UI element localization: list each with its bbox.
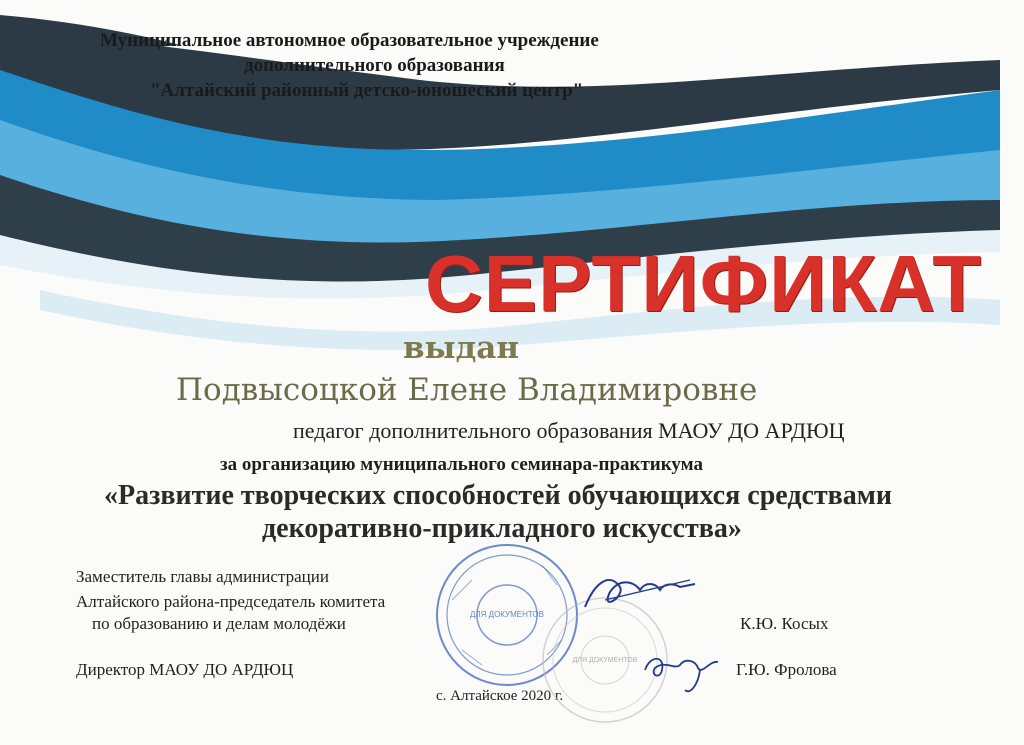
place-and-year: с. Алтайское 2020 г.	[436, 688, 564, 704]
organization-line-3: "Алтайский районный детско-юношеский центр"	[150, 80, 584, 101]
signatory-1-title-line-3: по образованию и делам молодёжи	[92, 614, 346, 633]
recipient-position: педагог дополнительного образования МАОУ ДО АРДЮЦ	[293, 418, 845, 443]
issued-label: выдан	[403, 330, 520, 366]
signature-1-icon	[580, 562, 700, 622]
stamp-1-center-text: ДЛЯ ДОКУМЕНТОВ	[469, 610, 545, 619]
signatory-1-title-line-2: Алтайского района-председатель комитета	[76, 592, 386, 611]
award-reason: за организацию муниципального семинара-практикума	[220, 454, 703, 475]
signatory-1-title-line-1: Заместитель главы администрации	[76, 567, 329, 586]
stamp-2-center-text: ДЛЯ ДОКУМЕНТОВ	[572, 657, 638, 664]
signatory-2-title: Директор МАОУ ДО АРДЮЦ	[76, 660, 294, 679]
seminar-topic-line-1: «Развитие творческих способностей обучающихся средствами	[104, 480, 892, 511]
signatory-2-name: Г.Ю. Фролова	[736, 660, 837, 679]
seminar-topic-line-2: декоративно-прикладного искусства»	[262, 513, 742, 544]
organization-line-1: Муниципальное автономное образовательное учреждение	[100, 30, 599, 51]
recipient-name: Подвысоцкой Елене Владимировне	[176, 372, 758, 408]
organization-line-2: дополнительного образования	[244, 55, 505, 76]
signatory-1-name: К.Ю. Косых	[740, 614, 829, 633]
signature-2-icon	[640, 640, 730, 700]
certificate-title: СЕРТИФИКАТ	[425, 239, 983, 328]
